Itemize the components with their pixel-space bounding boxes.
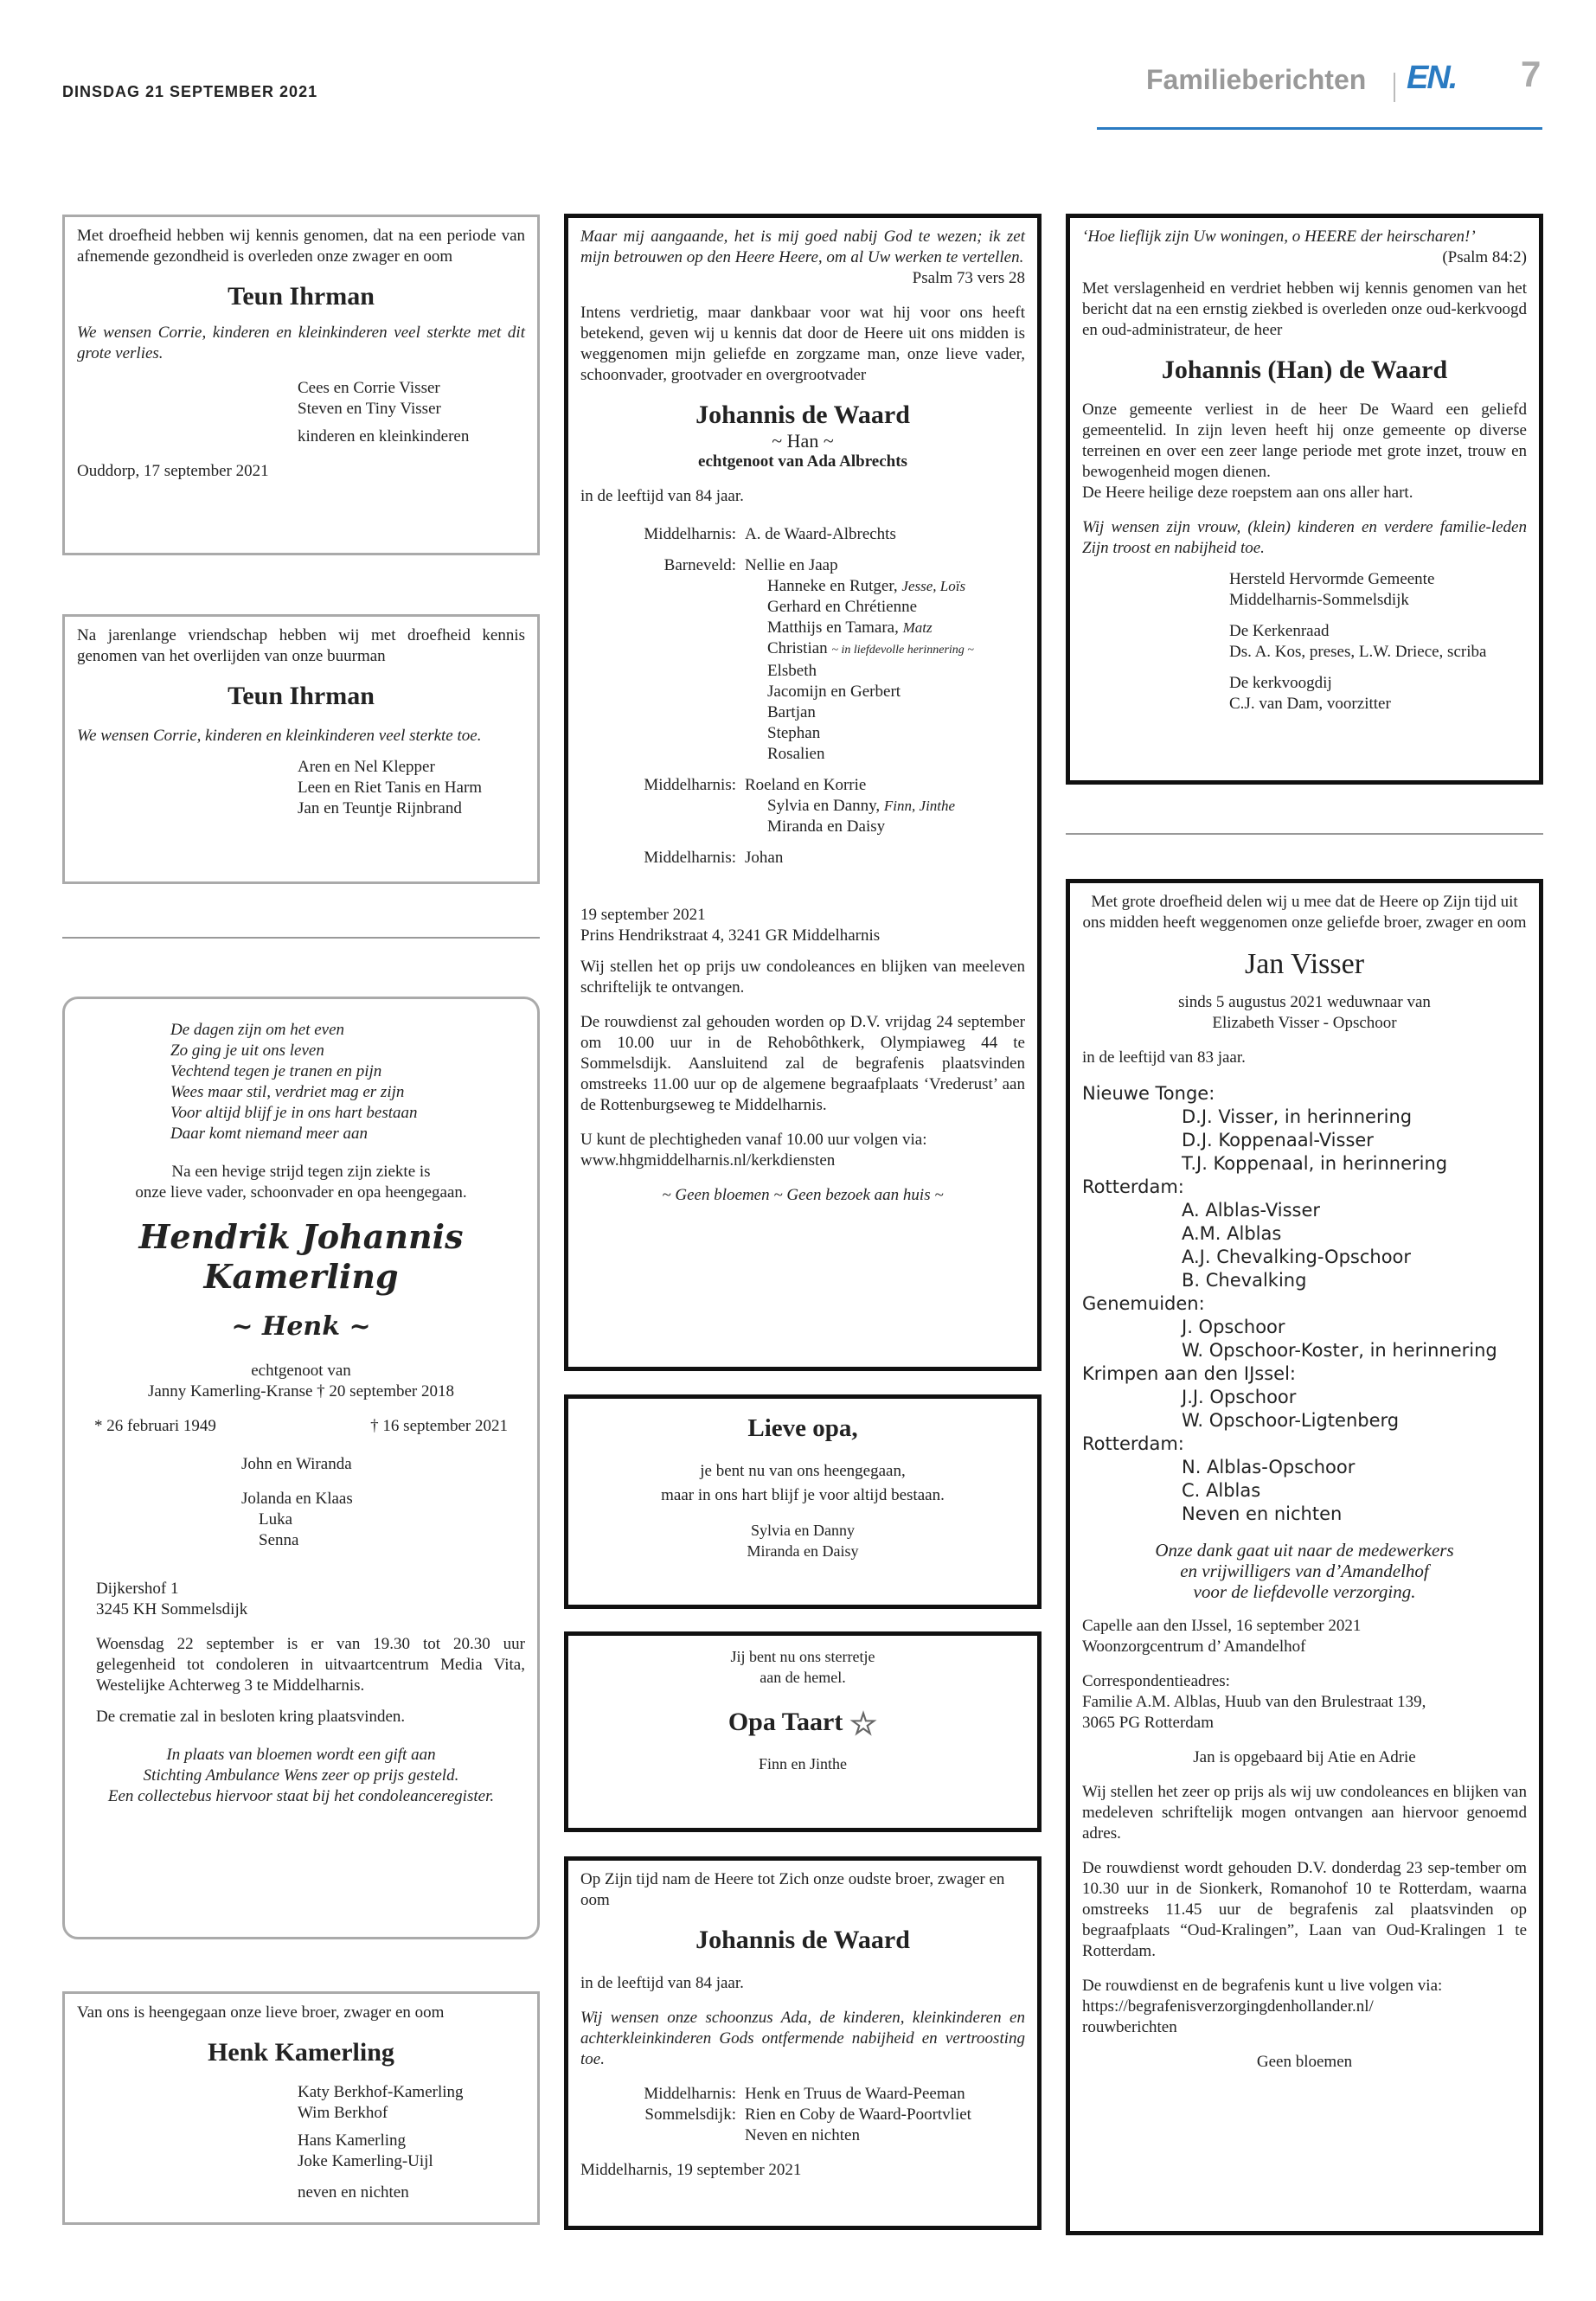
bible-verse: Maar mij aangaande, het is mij goed nabij God te wezen; ik zet mijn betrouwen op den Heere Heere, om al Uw werken te vertellen. [580, 228, 1025, 266]
widower-info: sinds 5 augustus 2021 weduwnaar van [1178, 993, 1431, 1011]
birth-date: * 26 februari 1949 [94, 1417, 216, 1435]
bible-verse: ‘Hoe lieflijk zijn Uw woningen, o HEERE der heirscharen!’ [1082, 228, 1476, 246]
family-member: W. Opschoor-Ligtenberg [1182, 1410, 1400, 1431]
family-member: Rien en Coby de Waard-Poortvliet [745, 2106, 971, 2124]
place-label: Sommelsdijk: [644, 2106, 736, 2124]
address: Prins Hendrikstraat 4, 3241 GR Middelharnis [580, 926, 881, 945]
section-title: Familieberichten [1146, 64, 1367, 95]
notice-opa-taart [564, 1631, 1042, 1832]
family-member: Jolanda en Klaas [241, 1490, 353, 1508]
notice-intro: Na een hevige strijd tegen zijn ziekte is [171, 1163, 431, 1181]
deceased-name: Opa Taart [727, 1708, 843, 1736]
family-member: W. Opschoor-Koster, in herinnering [1182, 1340, 1497, 1361]
notice-jan-visser [1066, 879, 1543, 2235]
notice-teun-ihrman-2 [62, 614, 540, 884]
signatory: kinderen en kleinkinderen [298, 427, 470, 445]
signatory: Finn en Jinthe [759, 1755, 847, 1773]
signatory: Miranda en Daisy [747, 1542, 859, 1560]
poem [170, 1020, 525, 1144]
live-info: De rouwdienst en de begrafenis kunt u live volgen via: [1082, 1977, 1443, 1995]
nickname: ~ Han ~ [772, 430, 834, 452]
family-member: Neven en nichten [1182, 1503, 1343, 1524]
family-member: Gerhard en Chrétienne [767, 598, 918, 616]
notice-intro: Met droefheid hebben wij kennis genomen, dat na een periode van afnemende gezondheid is overleden onze zwager en oom [77, 227, 525, 266]
place-label: Nieuwe Tonge: [1082, 1083, 1215, 1104]
notice-wish: We wensen Corrie, kinderen en kleinkinderen veel sterkte toe. [77, 727, 482, 745]
notice-intro: Op Zijn tijd nam de Heere tot Zich onze oudste broer, zwager en oom [580, 1870, 1005, 1909]
signatory: Middelharnis-Sommelsdijk [1229, 591, 1409, 609]
family-member: A.J. Chevalking-Opschoor [1182, 1247, 1412, 1267]
signatory: Steven en Tiny Visser [298, 400, 441, 418]
notice-johannis-de-waard-siblings [564, 1856, 1042, 2230]
spouse-info: echtgenoot van Ada Albrechts [698, 452, 907, 471]
thanks-note: en vrijwilligers van d’Amandelhof [1180, 1561, 1429, 1581]
signatory: Hersteld Hervormde Gemeente [1229, 570, 1435, 588]
notice-lieve-opa [564, 1394, 1042, 1609]
family-member: Roeland en Korrie [745, 776, 867, 794]
notice-line: je bent nu van ons heengegaan, [700, 1462, 906, 1480]
memorial-note: ~ in liefdevolle herinnering ~ [831, 644, 974, 657]
correspondence-label: Correspondentieadres: [1082, 1672, 1230, 1690]
en-logo: EN. [1407, 60, 1457, 96]
condolence-info: Woensdag 22 september is er van 19.30 tot 20.30 uur gelegenheid tot condoleren in uitvaartcentrum Media Vita, Westelijke Achterweg 3 te Middelharnis. [96, 1635, 525, 1695]
verse-reference: (Psalm 84:2) [1442, 248, 1527, 266]
family-member: John en Wiranda [241, 1455, 352, 1473]
notice-intro: Met grote droefheid delen wij u mee dat de Heere op Zijn tijd uit ons midden heeft weggenomen onze geliefde broer, zwager en oom [1082, 893, 1527, 932]
signatory: C.J. van Dam, voorzitter [1229, 695, 1391, 713]
signatory: De Kerkenraad [1229, 622, 1330, 640]
deceased-name: Johannis de Waard [695, 1926, 910, 1954]
poem-line: Daar komt niemand meer aan [170, 1125, 368, 1143]
notice-han-de-waard-church [1066, 214, 1543, 785]
deceased-surname: Kamerling [203, 1257, 399, 1296]
notice-title: Lieve opa, [747, 1414, 858, 1442]
place-label: Krimpen aan den IJssel: [1082, 1363, 1296, 1384]
address-line: Dijkershof 1 [96, 1580, 179, 1598]
thanks-note: voor de liefdevolle verzorging. [1193, 1581, 1416, 1602]
stream-info: U kunt de plechtigheden vanaf 10.00 uur volgen via: [580, 1131, 927, 1149]
service-info: De rouwdienst zal gehouden worden op D.V. vrijdag 24 september om 10.00 uur in de Rehobôthkerk, Olympiaweg 44 te Sommelsdijk. Aansluitend zal de begrafenis plaatsvinden omstreeks 11.00 uur op de algemene begraafplaats ‘Vrederust’ aan de Rottenburgseweg te Middelharnis. [580, 1013, 1025, 1114]
family-member: D.J. Visser, in herinnering [1182, 1106, 1413, 1127]
place-label: Middelharnis: [644, 2085, 736, 2103]
condolence-info: Wij stellen het zeer op prijs als wij uw condoleances en blijken van medeleven schriftelijk mogen ontvangen aan hiervoor genoemd adres. [1082, 1783, 1527, 1843]
family-member: A. Alblas-Visser [1182, 1200, 1321, 1221]
signatory: Katy Berkhof-Kamerling [298, 2083, 464, 2101]
notice-hendrik-kamerling [62, 997, 540, 1939]
family-member: Matthijs en Tamara, [767, 619, 903, 637]
grandchildren: Finn, Jinthe [883, 798, 956, 814]
family-member: Henk en Truus de Waard-Peeman [745, 2085, 965, 2103]
cremation-info: De crematie zal in besloten kring plaatsvinden. [96, 1708, 406, 1726]
page-date: DINSDAG 21 SEPTEMBER 2021 [62, 83, 318, 100]
verse-reference: Psalm 73 vers 28 [912, 269, 1025, 287]
place-date: Capelle aan den IJssel, 16 september 2021 [1082, 1617, 1362, 1635]
family-member: N. Alblas-Opschoor [1182, 1457, 1356, 1477]
laid-out-info: Jan is opgebaard bij Atie en Adrie [1193, 1748, 1416, 1766]
page-number: 7 [1521, 54, 1542, 94]
place-label: Genemuiden: [1082, 1293, 1205, 1314]
poem-line: Vechtend tegen je tranen en pijn [170, 1062, 382, 1080]
signatory: Sylvia en Danny [751, 1522, 855, 1539]
spouse-name: Janny Kamerling-Kranse † 20 september 2018 [147, 1382, 455, 1400]
gift-info: In plaats van bloemen wordt een gift aan [166, 1746, 436, 1764]
place-date: Woonzorgcentrum d’ Amandelhof [1082, 1638, 1306, 1656]
family-member: D.J. Koppenaal-Visser [1182, 1130, 1374, 1150]
notice-line: maar in ons hart blijf je voor altijd bestaan. [661, 1486, 945, 1504]
family-member: Nellie en Jaap [745, 556, 838, 574]
age-info: in de leeftijd van 83 jaar. [1082, 1048, 1246, 1067]
family-member: Elsbeth [767, 662, 817, 680]
widower-info: Elizabeth Visser - Opschoor [1212, 1014, 1397, 1032]
notice-body: Onze gemeente verliest in de heer De Waard een geliefd gemeentelid. In zijn leven heeft hij onze gemeente op diverse terreinen en over een zeer lange periode met grote inzet, trouw en bewogenheid mogen dienen. [1082, 401, 1527, 481]
signatory: neven en nichten [298, 2183, 409, 2202]
poem-line: Zo ging je uit ons leven [170, 1042, 324, 1060]
condolence-info: Wij stellen het op prijs uw condoleances en blijken van meeleven schriftelijk te ontvangen. [580, 958, 1025, 997]
nickname: ~ Henk ~ [231, 1311, 371, 1342]
notice-intro: Van ons is heengegaan onze lieve broer, zwager en oom [77, 2003, 445, 2022]
notice-teun-ihrman-1 [62, 215, 540, 555]
address-line: 3245 KH Sommelsdijk [96, 1600, 248, 1618]
notice-place-date: Ouddorp, 17 september 2021 [77, 462, 269, 480]
notice-date: 19 september 2021 [580, 906, 706, 924]
family-member: Johan [745, 849, 784, 867]
place-label: Middelharnis: [644, 776, 736, 794]
signatory: Joke Kamerling-Uijl [298, 2152, 433, 2170]
family-member: Luka [259, 1510, 293, 1529]
age-info: in de leeftijd van 84 jaar. [580, 1974, 744, 1992]
family-member: A.M. Alblas [1182, 1223, 1282, 1244]
place-label: Middelharnis: [644, 525, 736, 543]
deceased-name: Johannis de Waard [695, 401, 910, 429]
header-divider [1394, 73, 1395, 102]
signatory: Leen en Riet Tanis en Harm [298, 779, 483, 797]
place-label: Barneveld: [663, 556, 736, 574]
signatory: Ds. A. Kos, preses, L.W. Driece, scriba [1229, 643, 1487, 661]
grandchildren: Matz [902, 619, 933, 636]
family-member: Senna [259, 1531, 299, 1549]
deceased-name: Teun Ihrman [228, 682, 375, 710]
signatory: Hans Kamerling [298, 2131, 407, 2150]
family-member: J. Opschoor [1182, 1317, 1285, 1337]
live-link[interactable]: rouwberichten [1082, 2018, 1177, 2036]
deceased-name: Teun Ihrman [228, 282, 375, 311]
place-label: Middelharnis: [644, 849, 736, 867]
family-member: Neven en nichten [745, 2126, 860, 2144]
deceased-name: Hendrik Johannis [138, 1217, 464, 1256]
notice-intro: onze lieve vader, schoonvader en opa heengegaan. [135, 1183, 467, 1202]
header-rule [1097, 127, 1542, 130]
service-info: De rouwdienst wordt gehouden D.V. donderdag 23 sep-tember om 10.30 uur in de Sionkerk, Romanohof 10 te Rotterdam, waarna omstreeks 11.45 uur de begrafenis zal plaatsvinden op begraafplaats “Oud-Kralingen”, Laan van Oud-Kralingen 1 te Rotterdam. [1082, 1859, 1527, 1960]
signatory: Cees en Corrie Visser [298, 379, 440, 397]
spouse-label: echtgenoot van [251, 1362, 351, 1380]
correspondence-address: Familie A.M. Alblas, Huub van den Brulestraat 139, [1082, 1693, 1426, 1711]
stream-link[interactable]: www.hhgmiddelharnis.nl/kerkdiensten [580, 1151, 836, 1170]
flowers-note: ~ Geen bloemen ~ Geen bezoek aan huis ~ [662, 1186, 944, 1204]
notice-intro: Met verslagenheid en verdriet hebben wij kennis genomen van het bericht dat na een ernstig ziekbed is overleden onze oud-kerkvoogd en oud-administrateur, de heer [1082, 279, 1527, 339]
family-member: C. Alblas [1182, 1480, 1261, 1501]
signatory: Wim Berkhof [298, 2104, 388, 2122]
family-member: A. de Waard-Albrechts [745, 525, 896, 543]
column-separator [62, 937, 540, 939]
gift-info: Stichting Ambulance Wens zeer op prijs gesteld. [143, 1766, 459, 1785]
family-member: B. Chevalking [1182, 1270, 1307, 1291]
place-label: Rotterdam: [1082, 1433, 1184, 1454]
family-member: Hanneke en Rutger, [767, 577, 902, 595]
notice-line: Jij bent nu ons sterretje [730, 1648, 875, 1665]
notice-johannis-de-waard-family [564, 214, 1042, 1371]
family-member: Rosalien [767, 745, 825, 763]
deceased-name: Jan Visser [1244, 948, 1365, 980]
notice-place-date: Middelharnis, 19 september 2021 [580, 2161, 802, 2179]
death-date: † 16 september 2021 [370, 1417, 508, 1435]
family-member: Stephan [767, 724, 821, 742]
thanks-note: Onze dank gaat uit naar de medewerkers [1155, 1540, 1454, 1561]
correspondence-address: 3065 PG Rotterdam [1082, 1714, 1214, 1732]
notice-body: De Heere heilige deze roepstem aan ons aller hart. [1082, 484, 1413, 502]
grandchildren: Jesse, Loïs [901, 578, 966, 594]
deceased-name: Johannis (Han) de Waard [1161, 356, 1448, 384]
signatory: De kerkvoogdij [1229, 674, 1332, 692]
family-member: Jacomijn en Gerbert [767, 683, 901, 701]
age-info: in de leeftijd van 84 jaar. [580, 487, 744, 505]
family-member: Sylvia en Danny, [767, 797, 884, 815]
notice-wish: We wensen Corrie, kinderen en kleinkinderen veel sterkte met dit grote verlies. [77, 324, 525, 362]
signatory: Jan en Teuntje Rijnbrand [298, 799, 462, 817]
place-label: Rotterdam: [1082, 1176, 1184, 1197]
live-link[interactable]: https://begrafenisverzorgingdenhollander.nl/ [1082, 1997, 1374, 2016]
family-member: Bartjan [767, 703, 816, 721]
notice-henk-kamerling [62, 1991, 540, 2225]
deceased-name: Henk Kamerling [208, 2038, 394, 2067]
family-member: Miranda en Daisy [767, 817, 886, 836]
notice-wish: Wij wensen onze schoonzus Ada, de kinderen, kleinkinderen en achterkleinkinderen Gods ontfermende nabijheid en vertroosting toe. [580, 2009, 1025, 2068]
flowers-note: Geen bloemen [1256, 2053, 1353, 2071]
column-separator [1066, 833, 1543, 835]
notice-wish: Wij wensen zijn vrouw, (klein) kinderen en verdere familie-leden Zijn troost en nabijheid toe. [1082, 518, 1527, 557]
poem-line: Voor altijd blijf je in ons hart bestaan [170, 1104, 418, 1122]
poem-line: Wees maar stil, verdriet mag er zijn [170, 1083, 405, 1101]
gift-info: Een collectebus hiervoor staat bij het condoleanceregister. [107, 1787, 495, 1805]
notice-intro: Intens verdrietig, maar dankbaar voor wat hij voor ons heeft betekend, geven wij u kennis dat door de Heere uit ons midden is weggenomen mijn geliefde en zorgzame man, onze lieve vader, schoonvader, grootvader en overgrootvader [580, 304, 1025, 384]
poem-line: De dagen zijn om het even [170, 1021, 345, 1039]
star-icon: ☆ [849, 1707, 878, 1742]
family-member: Christian [767, 639, 832, 657]
notice-intro: Na jarenlange vriendschap hebben wij met droefheid kennis genomen van het overlijden van onze buurman [77, 626, 525, 665]
signatory: Aren en Nel Klepper [298, 758, 435, 776]
notice-line: aan de hemel. [760, 1669, 846, 1686]
family-member: T.J. Koppenaal, in herinnering [1182, 1153, 1448, 1174]
family-member: J.J. Opschoor [1182, 1387, 1297, 1407]
